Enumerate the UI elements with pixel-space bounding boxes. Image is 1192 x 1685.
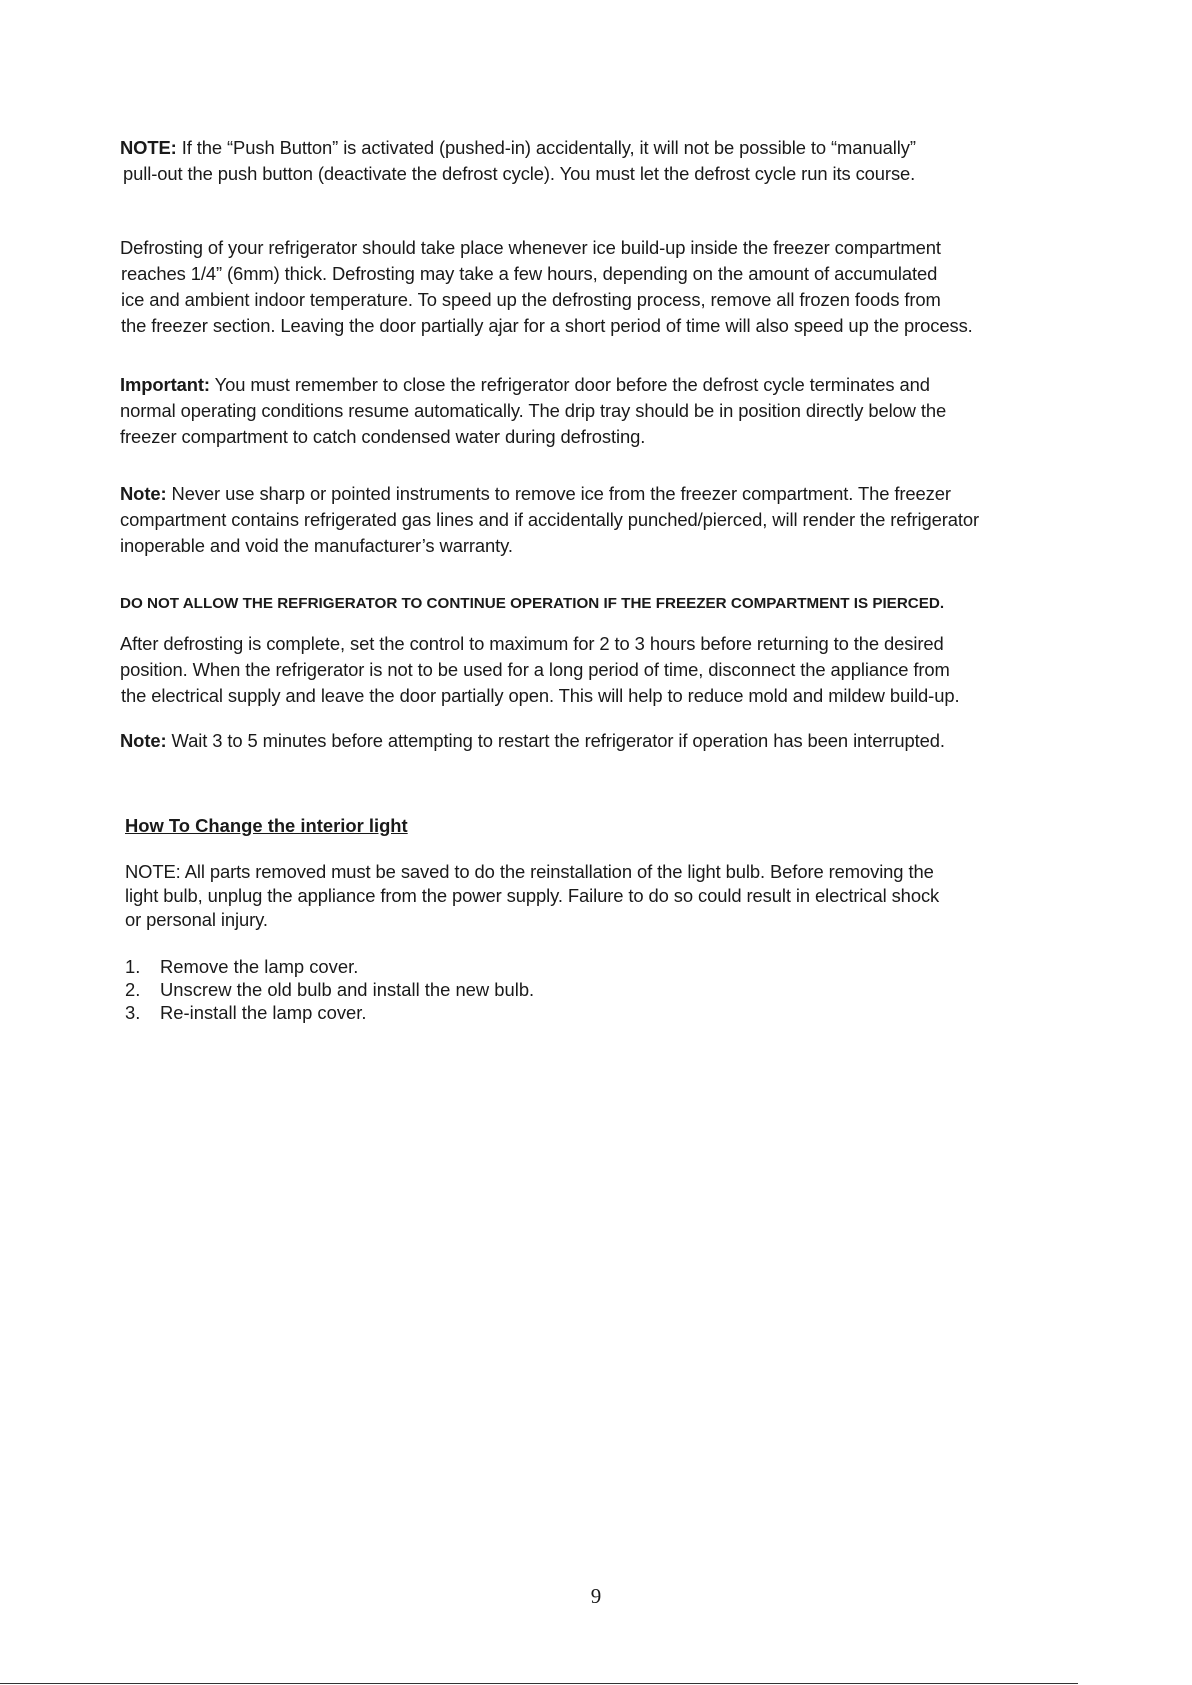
defrosting-paragraph	[120, 235, 973, 339]
important-label: Important:	[120, 374, 210, 395]
light-note-line-3: or personal injury.	[125, 909, 268, 930]
after-line-3: the electrical supply and leave the door partially open. This will help to reduce mold and mildew build-up.	[121, 685, 960, 706]
list-item	[125, 1001, 534, 1024]
note-line-1	[120, 135, 916, 161]
pierced-warning: DO NOT ALLOW THE REFRIGERATOR TO CONTINUE OPERATION IF THE FREEZER COMPARTMENT IS PIERCED.	[120, 595, 945, 612]
step-number: 2.	[125, 979, 141, 1000]
defrosting-line-1: Defrosting of your refrigerator should take place whenever ice build-up inside the freezer compartment	[120, 237, 941, 258]
note2-line-1	[120, 481, 979, 507]
defrosting-line-4: the freezer section. Leaving the door partially ajar for a short period of time will also speed up the process.	[121, 315, 973, 336]
note2-line-3: inoperable and void the manufacturer’s warranty.	[120, 535, 513, 556]
list-item	[125, 978, 534, 1001]
note2-line-2: compartment contains refrigerated gas lines and if accidentally punched/pierced, will render the refrigerator	[120, 509, 980, 530]
light-steps-list	[125, 955, 534, 1024]
important-paragraph	[120, 372, 946, 450]
after-line-2: position. When the refrigerator is not to be used for a long period of time, disconnect the appliance from	[120, 659, 950, 680]
note-wait-paragraph	[120, 728, 945, 754]
after-line-1: After defrosting is complete, set the control to maximum for 2 to 3 hours before returning to the desired	[120, 633, 944, 654]
important-line-3: freezer compartment to catch condensed water during defrosting.	[120, 426, 646, 447]
important-line-2: normal operating conditions resume automatically. The drip tray should be in position directly below the	[120, 400, 947, 421]
step-number: 1.	[125, 956, 141, 977]
important-line-1	[120, 372, 946, 398]
step-text: Unscrew the old bulb and install the new bulb.	[160, 979, 535, 1000]
light-note-line-1: NOTE: All parts removed must be saved to do the reinstallation of the light bulb. Before removing the	[125, 861, 934, 882]
note-label: NOTE:	[120, 137, 177, 158]
light-note-line-2: light bulb, unplug the appliance from the power supply. Failure to do so could result in electrical shock	[125, 885, 940, 906]
step-text: Re-install the lamp cover.	[160, 1002, 367, 1023]
note-push-button-paragraph	[120, 135, 916, 187]
note2-text-1: Never use sharp or pointed instruments to remove ice from the freezer compartment. The freezer	[171, 483, 951, 504]
note2-label: Note:	[120, 483, 167, 504]
important-text-1: You must remember to close the refrigerator door before the defrost cycle terminates and	[214, 374, 930, 395]
note3-text: Wait 3 to 5 minutes before attempting to restart the refrigerator if operation has been interrupted.	[171, 730, 945, 751]
defrosting-line-2: reaches 1/4” (6mm) thick. Defrosting may take a few hours, depending on the amount of accumulated	[121, 263, 938, 284]
list-item	[125, 955, 534, 978]
note-text-1: If the “Push Button” is activated (pushed-in) accidentally, it will not be possible to “manually”	[181, 137, 916, 158]
footer-rule	[0, 1683, 1078, 1684]
note3-line	[120, 728, 945, 754]
after-defrosting-paragraph	[120, 631, 959, 709]
note-sharp-instruments-paragraph	[120, 481, 979, 559]
step-text: Remove the lamp cover.	[160, 956, 359, 977]
defrosting-line-3: ice and ambient indoor temperature. To speed up the defrosting process, remove all frozen foods from	[121, 289, 941, 310]
page-number: 9	[590, 1584, 602, 1608]
step-number: 3.	[125, 1002, 141, 1023]
interior-light-heading: How To Change the interior light	[125, 815, 408, 836]
note-line-2: pull-out the push button (deactivate the defrost cycle). You must let the defrost cycle run its course.	[123, 163, 916, 184]
note3-label: Note:	[120, 730, 167, 751]
light-note-paragraph	[125, 860, 939, 932]
